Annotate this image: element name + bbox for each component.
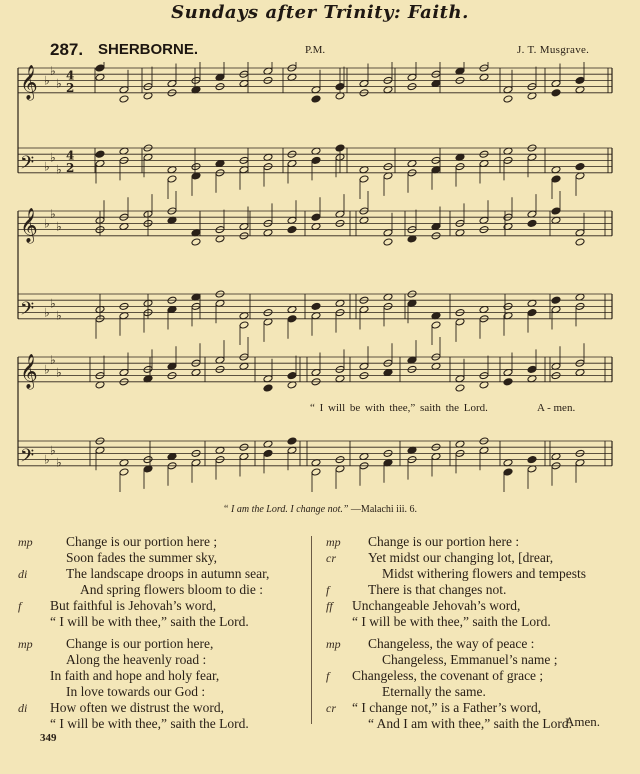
dynamic-marking: mp [18,535,33,549]
verse-2 [18,636,318,732]
treble-clef: 𝄞 [20,353,38,389]
note-head [239,321,249,329]
treble-clef: 𝄞 [20,207,38,243]
verse-line [326,534,626,550]
verse-line [326,582,626,598]
note-head [95,64,105,72]
verse-line [326,598,626,614]
verse-3 [326,534,626,630]
flat-sign: ♭ [50,150,56,165]
time-signature-top: 4 [66,148,75,163]
note-head [95,150,105,158]
time-signature-bottom: 2 [66,160,75,175]
verse-text: Changeless, the way of peace : [368,636,535,651]
note-head [551,89,561,97]
scripture-reference: —Malachi iii. 6. [350,504,418,515]
score-amen: A - men. [537,402,576,414]
verse-text: Unchangeable Jehovah’s word, [352,598,521,613]
hymn-number: 287. [50,40,84,59]
treble-clef: 𝄞 [20,64,38,100]
note-head [503,468,513,476]
flat-sign: ♭ [56,365,62,380]
dynamic-marking: cr [326,551,336,565]
note-head [263,449,273,457]
dynamic-marking: f [326,669,330,683]
note-head [335,83,345,91]
verse-line [18,534,318,550]
note-head [287,372,297,380]
verse-line [326,668,626,684]
dynamic-marking: di [18,701,28,715]
dynamic-marking: mp [18,637,33,651]
verse-line [18,652,318,668]
verse-line [18,598,318,614]
note-head [311,213,321,221]
verse-text: Eternally the same. [382,684,486,699]
flat-sign: ♭ [44,362,50,377]
note-head [335,144,345,152]
flat-sign: ♭ [56,162,62,177]
note-head [287,315,297,323]
note-head [575,163,585,171]
note-head [503,95,513,103]
verse-text: Change is our portion here, [66,636,214,651]
flat-sign: ♭ [44,452,50,467]
bass-clef: 𝄢 [20,445,35,471]
note-head [383,238,393,246]
verse-text: Changeless, Emmanuel’s name ; [382,652,558,667]
verse-line [18,582,318,598]
note-head [551,175,561,183]
verse-text: In faith and hope and holy fear, [50,668,220,683]
note-head [191,238,201,246]
verse-line [326,566,626,582]
note-head [311,156,321,164]
flat-sign: ♭ [50,353,56,368]
verse-text: And spring flowers bloom to die : [80,582,263,597]
section-title: Sundays after Trinity: Faith. [171,2,469,23]
verse-text: Along the heavenly road : [66,652,207,667]
flat-sign: ♭ [56,219,62,234]
note-head [455,384,465,392]
dynamic-marking: cr [326,701,336,715]
time-signature-bottom: 2 [66,80,75,95]
bass-clef: 𝄢 [20,152,35,178]
flat-sign: ♭ [56,308,62,323]
flat-sign: ♭ [44,159,50,174]
music-score [0,62,640,502]
verse-line [18,684,318,700]
verse-text: Soon fades the summer sky, [66,550,217,565]
note-head [287,226,297,234]
bass-clef: 𝄢 [20,298,35,324]
scripture-quote [0,504,640,515]
verse-text: But faithful is Jehovah’s word, [50,598,217,613]
verse-text: Yet midst our changing lot, [drear, [368,550,554,565]
score-lyric-line: “ I will be with thee,” saith the Lord. [310,402,488,414]
note-head [167,175,177,183]
verse-text: Change is our portion here ; [66,534,218,549]
hymn-meter: P.M. [305,44,326,56]
hymn-header [50,40,610,60]
verse-line [326,614,626,630]
time-signature-top: 4 [66,68,75,83]
note-head [431,321,441,329]
dynamic-marking: di [18,567,28,581]
note-head [119,468,129,476]
amen-final: Amen. [565,714,601,729]
note-head [551,296,561,304]
note-head [551,207,561,215]
verse-line [18,668,318,684]
flat-sign: ♭ [50,296,56,311]
verse-text: “ And I am with thee,” saith the Lord. [368,716,572,731]
note-head [263,384,273,392]
flat-sign: ♭ [56,76,62,91]
scripture-text: “ I am the Lord. I change not.” [222,504,349,515]
verse-line [18,716,318,732]
verse-line [18,700,318,716]
dynamic-marking: ff [326,599,333,613]
dynamic-marking: f [326,583,330,597]
flat-sign: ♭ [56,455,62,470]
verse-line [326,652,626,668]
flat-sign: ♭ [50,64,56,79]
flat-sign: ♭ [44,216,50,231]
dynamic-marking: mp [326,535,341,549]
hymn-composer: J. T. Musgrave. [517,44,590,56]
verse-line [326,636,626,652]
verse-text: In love towards our God : [66,684,206,699]
note-head [287,437,297,445]
flat-sign: ♭ [44,73,50,88]
verse-line [18,636,318,652]
note-head [527,456,537,464]
note-head [575,238,585,246]
verse-text: Changeless, the covenant of grace ; [352,668,544,683]
verse-line [18,550,318,566]
note-head [575,76,585,84]
verse-line [326,550,626,566]
verse-text: “ I will be with thee,” saith the Lord. [50,716,249,731]
flat-sign: ♭ [44,305,50,320]
verse-text: There is that changes not. [368,582,507,597]
dynamic-marking: mp [326,637,341,651]
note-head [311,302,321,310]
column-divider [311,536,312,724]
verse-text: Change is our portion here : [368,534,520,549]
note-head [527,309,537,317]
verse-text: Midst withering flowers and tempests [382,566,586,581]
verse-text: “ I change not,” is a Father’s word, [352,700,542,715]
hymn-verses [0,534,640,734]
verse-text: “ I will be with thee,” saith the Lord. [352,614,551,629]
hymn-tune-name: SHERBORNE. [98,41,199,58]
page-number: 349 [40,732,57,744]
note-head [311,95,321,103]
verse-text: The landscape droops in autumn sear, [66,566,270,581]
verse-line [18,566,318,582]
note-head [527,219,537,227]
dynamic-marking: f [18,599,22,613]
flat-sign: ♭ [50,443,56,458]
note-head [119,95,129,103]
verse-text: “ I will be with thee,” saith the Lord. [50,614,249,629]
note-head [311,468,321,476]
note-head [503,378,513,386]
verse-line [18,614,318,630]
verse-line [326,684,626,700]
verse-text: How often we distrust the word, [50,700,224,715]
verse-1 [18,534,318,630]
note-head [359,175,369,183]
note-head [527,365,537,373]
flat-sign: ♭ [50,207,56,222]
